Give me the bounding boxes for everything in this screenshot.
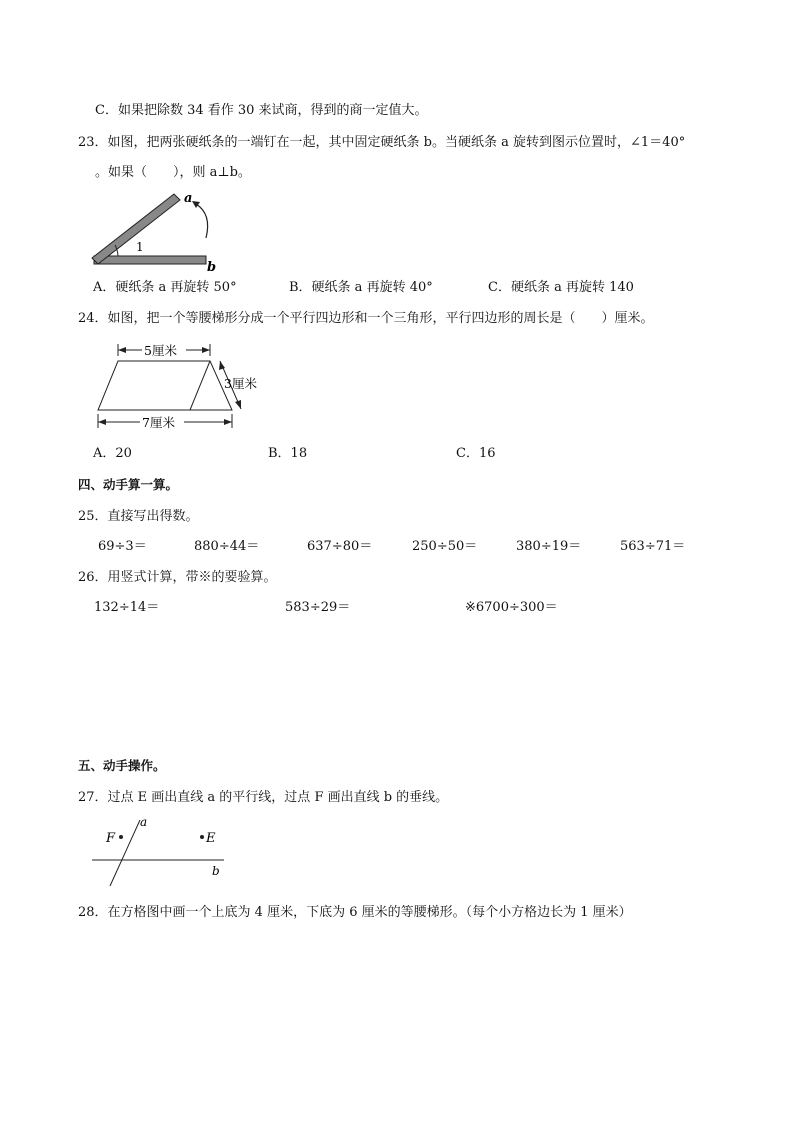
q25-item: 637÷80＝ bbox=[307, 539, 373, 554]
bottom-dim-arrow-right bbox=[224, 419, 232, 425]
q26-item: 583÷29＝ bbox=[285, 600, 351, 615]
side-label: 3厘米 bbox=[224, 376, 257, 391]
bottom-label: 7厘米 bbox=[142, 415, 175, 430]
bottom-dim-arrow-left bbox=[98, 419, 106, 425]
q24-stem: 24．如图，把一个等腰梯形分成一个平行四边形和一个三角形，平行四边形的周长是（ ）厘米。 bbox=[78, 311, 654, 326]
angle-label: 1 bbox=[136, 240, 144, 254]
strip-b bbox=[94, 256, 206, 264]
q27-figure bbox=[92, 814, 227, 890]
rotation-arrow bbox=[196, 204, 208, 238]
label-b: b bbox=[207, 260, 217, 275]
q26-stem: 26．用竖式计算，带※的要验算。 bbox=[78, 570, 277, 585]
top-label: 5厘米 bbox=[144, 343, 177, 358]
label-E: E bbox=[206, 831, 216, 846]
q23-option-c: C．硬纸条 a 再旋转 140 bbox=[488, 280, 634, 295]
top-dim-arrow-left bbox=[118, 347, 126, 353]
divider-line bbox=[190, 361, 210, 410]
line-a bbox=[110, 820, 140, 886]
q23-stem-line1: 23．如图，把两张硬纸条的一端钉在一起，其中固定硬纸条 b。当硬纸条 a 旋转到图示位置时，∠1＝40° bbox=[78, 135, 686, 150]
q27-stem: 27．过点 E 画出直线 a 的平行线，过点 F 画出直线 b 的垂线。 bbox=[78, 790, 449, 805]
label-F: F bbox=[106, 831, 116, 846]
q23-stem-line2: 。如果（ ），则 a⊥b。 bbox=[95, 165, 251, 180]
q25-item: 69÷3＝ bbox=[98, 539, 147, 554]
q24-option-b: B．18 bbox=[268, 446, 308, 461]
q22-option-c: C．如果把除数 34 看作 30 来试商，得到的商一定值大。 bbox=[95, 103, 428, 118]
q24-figure bbox=[92, 338, 272, 434]
label-a: a bbox=[184, 191, 193, 206]
point-F bbox=[119, 835, 123, 839]
section5-heading: 五、动手操作。 bbox=[78, 758, 166, 773]
side-dim-arrow-bottom bbox=[235, 400, 241, 409]
q28-stem: 28．在方格图中画一个上底为 4 厘米，下底为 6 厘米的等腰梯形。（每个小方格边长为 1 厘米） bbox=[78, 905, 632, 920]
q24-option-a: A．20 bbox=[93, 446, 132, 461]
point-E bbox=[200, 835, 204, 839]
q25-item: 380÷19＝ bbox=[516, 539, 582, 554]
top-dim-arrow-right bbox=[202, 347, 210, 353]
rotation-arrowhead bbox=[192, 201, 200, 208]
q23-figure bbox=[88, 190, 228, 275]
q23-option-a: A．硬纸条 a 再旋转 50° bbox=[93, 280, 237, 295]
q25-item: 880÷44＝ bbox=[194, 539, 260, 554]
label-b: b bbox=[212, 864, 220, 878]
q23-option-b: B．硬纸条 a 再旋转 40° bbox=[289, 280, 433, 295]
trapezoid bbox=[98, 361, 232, 410]
side-dim-arrow-top bbox=[219, 361, 225, 370]
q25-item: 250÷50＝ bbox=[412, 539, 478, 554]
q25-stem: 25．直接写出得数。 bbox=[78, 509, 199, 524]
q24-option-c: C．16 bbox=[456, 446, 496, 461]
section4-heading: 四、动手算一算。 bbox=[78, 477, 179, 492]
q26-item: 132÷14＝ bbox=[94, 600, 160, 615]
q25-item: 563÷71＝ bbox=[620, 539, 686, 554]
label-a: a bbox=[140, 815, 148, 829]
q26-item: ※6700÷300＝ bbox=[465, 600, 558, 615]
